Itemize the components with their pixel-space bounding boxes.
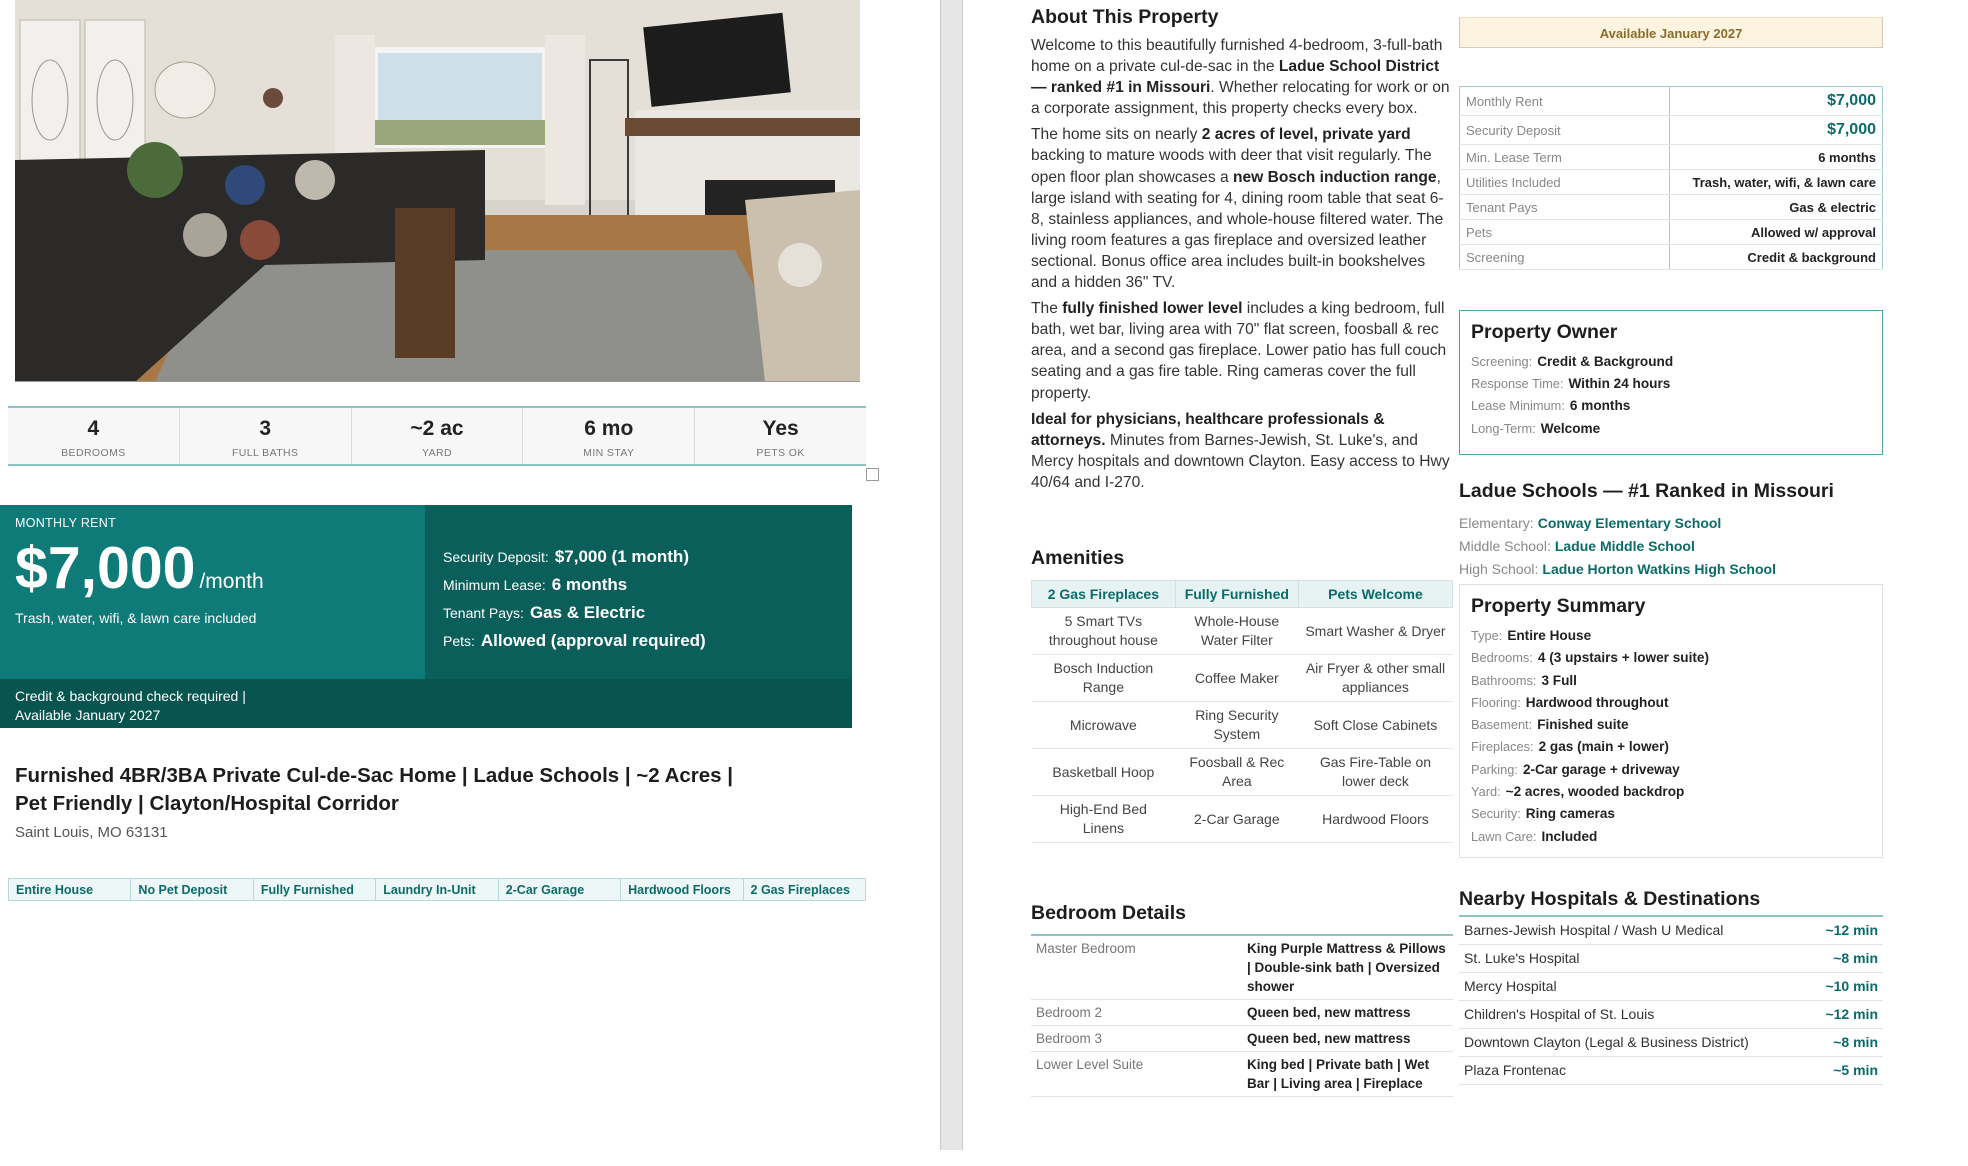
stat-pets bbox=[695, 408, 866, 464]
amenity-cell: Air Fryer & other small appliances bbox=[1298, 655, 1452, 702]
property-summary-title: Property Summary bbox=[1471, 595, 1646, 617]
text-run: new Bosch induction range bbox=[1232, 168, 1437, 186]
table-row bbox=[1460, 220, 1883, 245]
term-key: Monthly Rent bbox=[1460, 87, 1670, 116]
living-room-illustration bbox=[15, 0, 860, 382]
stat-value: Yes bbox=[762, 417, 799, 440]
text-run: 2 acres of level, private yard bbox=[1201, 126, 1411, 144]
kv-value: 6 months bbox=[1569, 398, 1631, 414]
schools-list bbox=[1459, 512, 1776, 581]
stat-baths bbox=[180, 408, 352, 464]
destination-name: Children's Hospital of St. Louis bbox=[1459, 1001, 1793, 1029]
text-run: Welcome to this beautifully furnished 4-bedroom, 3-full-bath home on a private cul-de-sac in the bbox=[1031, 37, 1443, 76]
travel-time: ~10 min bbox=[1793, 973, 1883, 1001]
school-name: Ladue Middle School bbox=[1554, 538, 1695, 554]
kv-key: Fireplaces: bbox=[1471, 739, 1534, 755]
about-paragraph bbox=[1031, 124, 1453, 293]
summary-row bbox=[1471, 692, 1871, 714]
table-row bbox=[1459, 945, 1883, 973]
detail-value: Allowed (approval required) bbox=[480, 631, 706, 650]
term-key: Utilities Included bbox=[1460, 170, 1670, 195]
feature-tag: Fully Furnished bbox=[254, 879, 376, 900]
travel-time: ~8 min bbox=[1793, 1029, 1883, 1057]
text-run: includes a king bedroom, full bath, wet bar, living area with 70" flat screen, foosball & rec area, and a second gas fireplace. Lower patio has full couch seating and a gas fire table. Ring cameras cover the full property. bbox=[1031, 300, 1447, 402]
amenity-cell: High-End Bed Linens bbox=[1032, 796, 1176, 843]
kv-value: Credit & Background bbox=[1537, 354, 1674, 369]
kv-value: Within 24 hours bbox=[1568, 376, 1671, 392]
page-gutter bbox=[940, 0, 963, 1150]
kv-key: Basement: bbox=[1471, 717, 1533, 733]
bedroom-detail: Queen bed, new mattress bbox=[1242, 1000, 1453, 1026]
term-value: $7,000 bbox=[1670, 116, 1883, 145]
kv-key: Yard: bbox=[1471, 784, 1501, 800]
amenity-cell: Foosball & Rec Area bbox=[1175, 749, 1298, 796]
stat-label: MIN STAY bbox=[583, 447, 635, 459]
screening-note: Credit & background check required | bbox=[15, 688, 246, 704]
detail-key: Tenant Pays: bbox=[443, 605, 524, 621]
rent-amount-line bbox=[15, 534, 410, 602]
lease-terms-table bbox=[1459, 86, 1883, 270]
amenity-cell: Whole-House Water Filter bbox=[1175, 608, 1298, 655]
table-row bbox=[1459, 1001, 1883, 1029]
term-key: Tenant Pays bbox=[1460, 195, 1670, 220]
schools-title: Ladue Schools — #1 Ranked in Missouri bbox=[1459, 480, 1834, 502]
travel-time: ~12 min bbox=[1793, 1001, 1883, 1029]
term-value: 6 months bbox=[1670, 145, 1883, 170]
detail-key: Pets: bbox=[443, 633, 475, 649]
summary-row bbox=[1471, 736, 1871, 758]
term-value: Credit & background bbox=[1670, 245, 1883, 270]
owner-row bbox=[1471, 395, 1871, 417]
feature-tag: 2-Car Garage bbox=[499, 879, 621, 900]
detail-value: 6 months bbox=[551, 575, 628, 594]
table-row bbox=[1460, 116, 1883, 145]
summary-row bbox=[1471, 759, 1871, 781]
term-key: Security Deposit bbox=[1460, 116, 1670, 145]
text-run: The bbox=[1031, 300, 1063, 318]
school-name: Ladue Horton Watkins High School bbox=[1542, 561, 1776, 577]
table-row bbox=[1459, 973, 1883, 1001]
summary-row bbox=[1471, 826, 1871, 848]
text-run: , large island with seating for 4, dining room table that seat 6-8, stainless appliances, and whole-house filtered water. The living room features a gas fireplace and oversized leather sectional. Bonus office area includes built-in bookshelves and a hidden 36" TV. bbox=[1031, 168, 1444, 292]
kv-value: Welcome bbox=[1540, 420, 1601, 436]
feature-tags bbox=[8, 878, 866, 901]
kv-value: 4 (3 upstairs + lower suite) bbox=[1537, 650, 1710, 666]
rent-note: Trash, water, wifi, & lawn care included bbox=[15, 610, 257, 626]
about-paragraph bbox=[1031, 298, 1453, 403]
stat-bedrooms bbox=[8, 408, 180, 464]
amenity-cell: Microwave bbox=[1032, 702, 1176, 749]
table-row bbox=[1031, 1026, 1453, 1052]
stats-bar bbox=[8, 406, 866, 466]
summary-row bbox=[1471, 803, 1871, 825]
table-row bbox=[1460, 170, 1883, 195]
table-header-row bbox=[1032, 581, 1453, 608]
stat-label: YARD bbox=[421, 447, 452, 459]
school-row bbox=[1459, 512, 1776, 535]
rent-label: MONTHLY RENT bbox=[15, 516, 117, 530]
kv-key: Bedrooms: bbox=[1471, 650, 1533, 666]
rent-main bbox=[0, 505, 425, 679]
listing-title-line: Furnished 4BR/3BA Private Cul-de-Sac Home | Ladue Schools | ~2 Acres | bbox=[15, 764, 734, 787]
amenity-cell: 5 Smart TVs throughout house bbox=[1032, 608, 1176, 655]
amenity-cell: Gas Fire-Table on lower deck bbox=[1298, 749, 1452, 796]
detail-value: Gas & Electric bbox=[529, 603, 646, 622]
school-row bbox=[1459, 535, 1776, 558]
destination-name: Barnes-Jewish Hospital / Wash U Medical bbox=[1459, 916, 1793, 945]
kv-value: Included bbox=[1541, 828, 1598, 844]
rent-per: /month bbox=[199, 570, 264, 593]
table-row bbox=[1032, 655, 1453, 702]
kv-key: Bathrooms: bbox=[1471, 672, 1537, 688]
kv-key: Flooring: bbox=[1471, 694, 1521, 710]
table-row bbox=[1031, 1052, 1453, 1097]
property-summary-box bbox=[1459, 584, 1883, 858]
stat-label: PETS OK bbox=[756, 447, 805, 459]
kv-value: Entire House bbox=[1507, 628, 1592, 643]
availability-banner: Available January 2027 bbox=[1459, 17, 1883, 48]
text-run: . Whether relocating for work or on a corporate assignment, this property checks every box. bbox=[1031, 79, 1450, 118]
bedroom-details-title: Bedroom Details bbox=[1031, 902, 1186, 924]
school-level: High School: bbox=[1459, 561, 1539, 577]
kv-key: Lease Minimum: bbox=[1471, 398, 1565, 414]
text-run: Ideal for physicians, healthcare professionals & attorneys. bbox=[1031, 410, 1385, 449]
feature-tag: No Pet Deposit bbox=[131, 879, 253, 900]
table-row bbox=[1460, 87, 1883, 116]
kv-value: Finished suite bbox=[1537, 717, 1629, 733]
feature-tag: Laundry In-Unit bbox=[376, 879, 498, 900]
table-row bbox=[1031, 1000, 1453, 1026]
table-row bbox=[1460, 245, 1883, 270]
amenity-cell: Coffee Maker bbox=[1175, 655, 1298, 702]
kv-value: 2 gas (main + lower) bbox=[1538, 739, 1669, 755]
kv-key: Parking: bbox=[1471, 761, 1518, 777]
rent-detail-lease bbox=[443, 575, 834, 595]
bedroom-name: Bedroom 3 bbox=[1031, 1026, 1242, 1052]
kv-key: Security: bbox=[1471, 806, 1521, 822]
object-anchor-handle[interactable] bbox=[866, 468, 879, 481]
amenity-header: Pets Welcome bbox=[1298, 581, 1452, 608]
bedroom-detail: King Purple Mattress & Pillows | Double-sink bath | Oversized shower bbox=[1242, 935, 1453, 1000]
owner-row bbox=[1471, 373, 1871, 395]
feature-tag: Entire House bbox=[9, 879, 131, 900]
amenity-cell: Hardwood Floors bbox=[1298, 796, 1452, 843]
amenities-table bbox=[1031, 580, 1453, 843]
amenity-cell: Soft Close Cabinets bbox=[1298, 702, 1452, 749]
listing-address: Saint Louis, MO 63131 bbox=[15, 824, 168, 841]
property-owner-title: Property Owner bbox=[1471, 321, 1618, 343]
kv-key: Type: bbox=[1471, 628, 1503, 643]
amenities-title: Amenities bbox=[1031, 547, 1125, 569]
rent-detail-tenant-pays bbox=[443, 603, 834, 623]
table-row bbox=[1032, 749, 1453, 796]
amenity-cell: Basketball Hoop bbox=[1032, 749, 1176, 796]
rent-detail-deposit bbox=[443, 547, 834, 567]
amenity-cell: 2-Car Garage bbox=[1175, 796, 1298, 843]
owner-row bbox=[1471, 418, 1871, 440]
about-paragraph bbox=[1031, 409, 1453, 493]
table-row bbox=[1032, 702, 1453, 749]
bedroom-name: Lower Level Suite bbox=[1031, 1052, 1242, 1097]
rent-details bbox=[425, 505, 852, 679]
amenity-cell: Bosch Induction Range bbox=[1032, 655, 1176, 702]
hospitals-table bbox=[1459, 915, 1883, 1085]
rent-panel bbox=[0, 505, 852, 728]
detail-key: Security Deposit: bbox=[443, 549, 549, 565]
destination-name: Plaza Frontenac bbox=[1459, 1057, 1793, 1085]
listing-title bbox=[15, 762, 815, 818]
stat-value: 4 bbox=[87, 417, 100, 440]
summary-row bbox=[1471, 781, 1871, 803]
school-name: Conway Elementary School bbox=[1537, 515, 1722, 531]
availability-note: Available January 2027 bbox=[15, 707, 161, 723]
table-row bbox=[1459, 1057, 1883, 1085]
travel-time: ~5 min bbox=[1793, 1057, 1883, 1085]
amenity-header: 2 Gas Fireplaces bbox=[1032, 581, 1176, 608]
listing-title-line: Pet Friendly | Clayton/Hospital Corridor bbox=[15, 792, 399, 815]
stat-label: BEDROOMS bbox=[61, 447, 126, 459]
summary-row bbox=[1471, 670, 1871, 692]
term-value: Trash, water, wifi, & lawn care bbox=[1670, 170, 1883, 195]
text-run: Minutes from Barnes-Jewish, St. Luke's, and Mercy hospitals and downtown Clayton. Easy access to Hwy 40/64 and I-270. bbox=[1031, 431, 1450, 491]
destination-name: Downtown Clayton (Legal & Business District) bbox=[1459, 1029, 1793, 1057]
kv-key: Response Time: bbox=[1471, 376, 1564, 392]
table-row bbox=[1032, 796, 1453, 843]
amenity-cell: Smart Washer & Dryer bbox=[1298, 608, 1452, 655]
feature-tag: Hardwood Floors bbox=[621, 879, 743, 900]
text-run: The home sits on nearly bbox=[1031, 126, 1202, 144]
owner-row bbox=[1471, 351, 1871, 373]
property-owner-box bbox=[1459, 310, 1883, 455]
stat-value: 6 mo bbox=[584, 417, 634, 440]
amenity-header: Fully Furnished bbox=[1175, 581, 1298, 608]
school-level: Elementary: bbox=[1459, 515, 1534, 531]
detail-value: $7,000 (1 month) bbox=[554, 547, 689, 566]
stat-value: ~2 ac bbox=[410, 417, 464, 440]
kv-value: ~2 acres, wooded backdrop bbox=[1505, 784, 1685, 800]
term-value: Gas & electric bbox=[1670, 195, 1883, 220]
school-row bbox=[1459, 558, 1776, 581]
rent-footer bbox=[0, 679, 852, 728]
travel-time: ~8 min bbox=[1793, 945, 1883, 973]
table-row bbox=[1032, 608, 1453, 655]
summary-row bbox=[1471, 647, 1871, 669]
kv-value: Hardwood throughout bbox=[1525, 694, 1669, 710]
text-run: backing to mature woods with deer that visit regularly. The open floor plan showcases a bbox=[1031, 147, 1432, 186]
table-row bbox=[1459, 916, 1883, 945]
table-row bbox=[1459, 1029, 1883, 1057]
stat-label: FULL BATHS bbox=[231, 447, 299, 459]
text-run: Ladue School District — ranked #1 in Missouri bbox=[1031, 58, 1440, 97]
table-row bbox=[1031, 935, 1453, 1000]
term-key: Pets bbox=[1460, 220, 1670, 245]
stat-value: 3 bbox=[259, 417, 272, 440]
about-text bbox=[1031, 35, 1453, 498]
summary-row bbox=[1471, 625, 1871, 647]
living-room-photo bbox=[15, 0, 860, 382]
about-title: About This Property bbox=[1031, 6, 1219, 28]
rent-detail-pets bbox=[443, 631, 834, 651]
stat-min-stay bbox=[523, 408, 695, 464]
destination-name: St. Luke's Hospital bbox=[1459, 945, 1793, 973]
bedroom-name: Master Bedroom bbox=[1031, 935, 1242, 1000]
kv-key: Lawn Care: bbox=[1471, 828, 1537, 844]
table-row bbox=[1460, 195, 1883, 220]
about-paragraph bbox=[1031, 35, 1453, 119]
term-key: Screening bbox=[1460, 245, 1670, 270]
bedroom-detail: Queen bed, new mattress bbox=[1242, 1026, 1453, 1052]
bedroom-name: Bedroom 2 bbox=[1031, 1000, 1242, 1026]
term-value: Allowed w/ approval bbox=[1670, 220, 1883, 245]
bedroom-detail: King bed | Private bath | Wet Bar | Living area | Fireplace bbox=[1242, 1052, 1453, 1097]
hospitals-title: Nearby Hospitals & Destinations bbox=[1459, 888, 1761, 910]
bedroom-details-table bbox=[1031, 934, 1453, 1097]
left-page bbox=[0, 0, 940, 1166]
rent-amount: $7,000 bbox=[15, 535, 196, 601]
destination-name: Mercy Hospital bbox=[1459, 973, 1793, 1001]
kv-key: Long-Term: bbox=[1471, 420, 1536, 436]
school-level: Middle School: bbox=[1459, 538, 1551, 554]
amenity-cell: Ring Security System bbox=[1175, 702, 1298, 749]
term-key: Min. Lease Term bbox=[1460, 145, 1670, 170]
feature-tag: 2 Gas Fireplaces bbox=[750, 883, 850, 897]
travel-time: ~12 min bbox=[1793, 916, 1883, 945]
kv-value: 2-Car garage + driveway bbox=[1522, 761, 1680, 777]
kv-value: Ring cameras bbox=[1525, 806, 1615, 822]
summary-row bbox=[1471, 714, 1871, 736]
table-row bbox=[1460, 145, 1883, 170]
kv-key: Screening: bbox=[1471, 354, 1533, 369]
detail-key: Minimum Lease: bbox=[443, 577, 546, 593]
term-value: $7,000 bbox=[1670, 87, 1883, 116]
kv-value: 3 Full bbox=[1541, 672, 1577, 688]
stat-yard bbox=[352, 408, 524, 464]
text-run: fully finished lower level bbox=[1062, 300, 1243, 318]
